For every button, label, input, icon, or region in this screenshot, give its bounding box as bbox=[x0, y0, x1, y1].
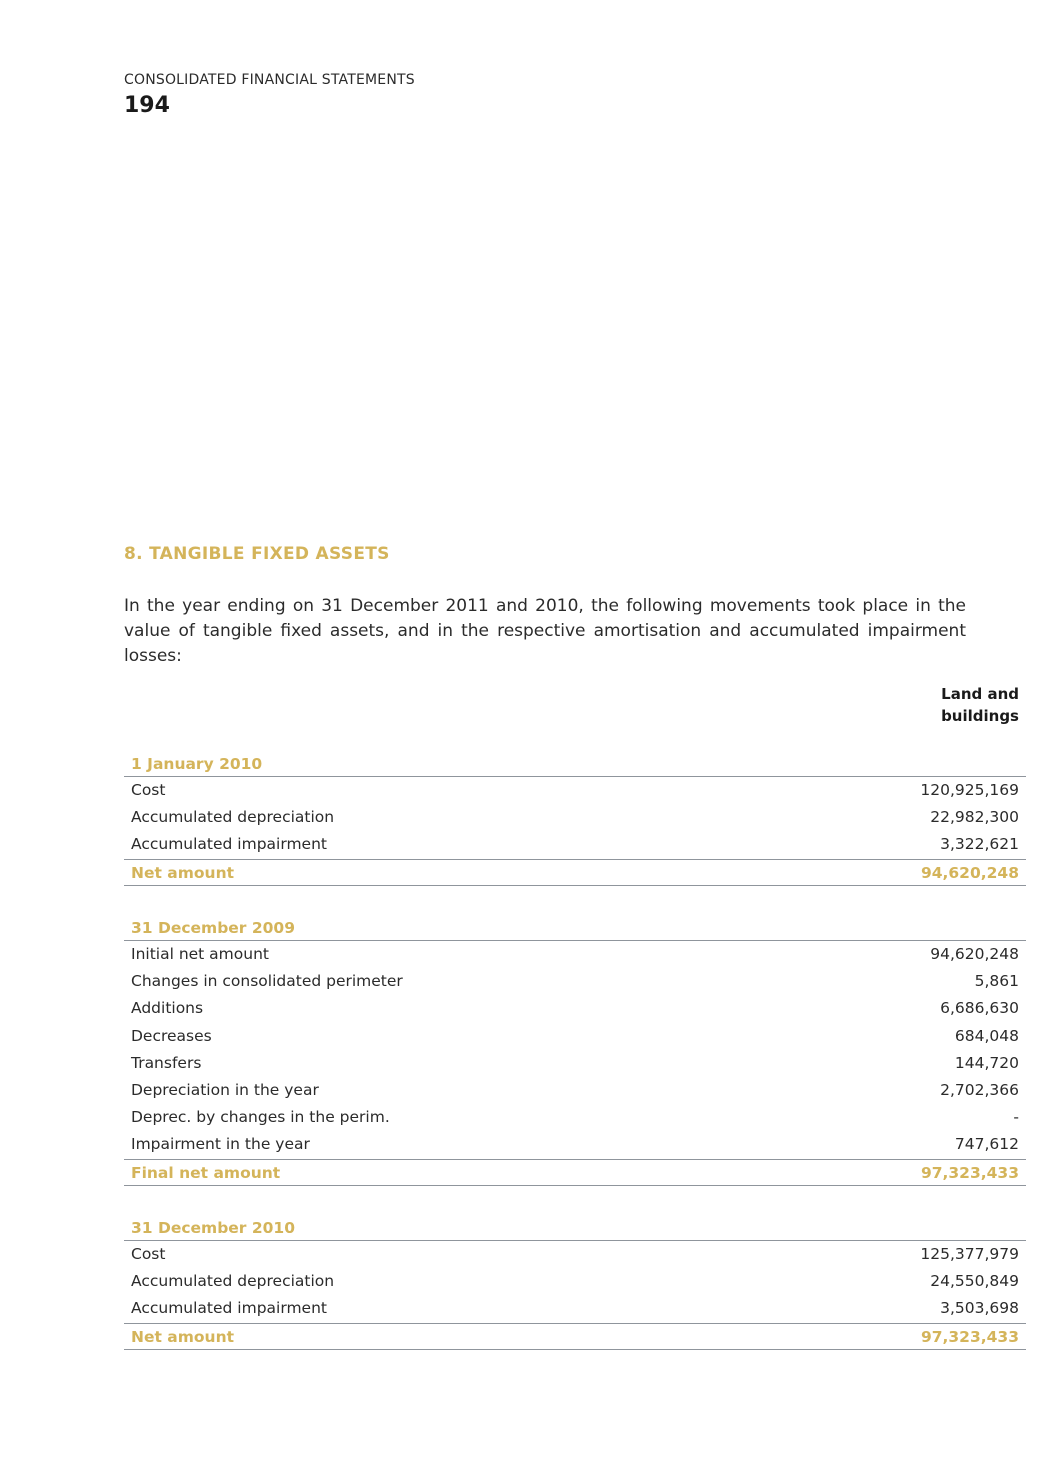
table-row bbox=[124, 777, 1026, 804]
row-value: 24,550,849 bbox=[930, 1272, 1019, 1291]
row-label: Accumulated depreciation bbox=[131, 1272, 335, 1291]
row-label: Decreases bbox=[131, 1026, 212, 1045]
block-title: 31 December 2009 bbox=[124, 915, 1026, 941]
block-title: 1 January 2010 bbox=[124, 751, 1026, 777]
table-row bbox=[124, 968, 1026, 995]
row-label: Transfers bbox=[131, 1053, 202, 1072]
column-header-line-1: Land and bbox=[941, 685, 1019, 703]
table-row bbox=[124, 1023, 1026, 1050]
row-label: Initial net amount bbox=[131, 945, 269, 963]
block-title: 31 December 2010 bbox=[124, 1215, 1026, 1241]
row-value: 22,982,300 bbox=[930, 808, 1019, 827]
row-label: Changes in consolidated perimeter bbox=[131, 972, 403, 991]
total-row bbox=[124, 859, 1026, 886]
row-label: Accumulated depreciation bbox=[131, 808, 335, 827]
intro-paragraph: In the year ending on 31 December 2011 and 2010, the following movements took place in the value of tangible fixed assets, and in the respective amortisation and accumulated impairment losses: bbox=[124, 596, 966, 666]
row-label: Deprec. by changes in the perim. bbox=[131, 1108, 390, 1127]
row-value: 120,925,169 bbox=[920, 781, 1019, 799]
table-row bbox=[124, 995, 1026, 1022]
row-value: 747,612 bbox=[954, 1135, 1019, 1154]
column-header-line-2: buildings bbox=[941, 707, 1019, 725]
table-row bbox=[124, 804, 1026, 831]
table-block-jan-2010 bbox=[124, 751, 1026, 886]
table-row bbox=[124, 1077, 1026, 1104]
column-header bbox=[941, 683, 1019, 727]
row-value: 144,720 bbox=[954, 1053, 1019, 1072]
total-label: Net amount bbox=[131, 863, 235, 882]
total-row bbox=[124, 1159, 1026, 1186]
row-value: 94,620,248 bbox=[930, 945, 1019, 963]
table-row bbox=[124, 1050, 1026, 1077]
table-row bbox=[124, 1295, 1026, 1322]
row-value: 3,503,698 bbox=[940, 1299, 1019, 1318]
row-label: Impairment in the year bbox=[131, 1135, 310, 1154]
table-block-dec-2009 bbox=[124, 915, 1026, 1186]
row-label: Additions bbox=[131, 999, 204, 1018]
row-value: 2,702,366 bbox=[940, 1080, 1019, 1099]
total-label: Final net amount bbox=[131, 1163, 281, 1182]
table-row bbox=[124, 1104, 1026, 1131]
running-head: CONSOLIDATED FINANCIAL STATEMENTS bbox=[124, 72, 415, 88]
total-value: 97,323,433 bbox=[920, 1163, 1019, 1182]
page-number: 194 bbox=[124, 93, 170, 118]
total-value: 94,620,248 bbox=[920, 863, 1019, 882]
row-label: Accumulated impairment bbox=[131, 1299, 327, 1318]
row-label: Cost bbox=[131, 781, 166, 799]
table-row bbox=[124, 941, 1026, 968]
table-row bbox=[124, 1131, 1026, 1158]
row-value: 6,686,630 bbox=[940, 999, 1019, 1018]
row-value: 3,322,621 bbox=[940, 835, 1019, 854]
row-value: - bbox=[1013, 1108, 1019, 1127]
row-label: Depreciation in the year bbox=[131, 1080, 319, 1099]
row-value: 684,048 bbox=[954, 1026, 1019, 1045]
total-row bbox=[124, 1323, 1026, 1350]
section-title: 8. TANGIBLE FIXED ASSETS bbox=[124, 544, 390, 564]
total-label: Net amount bbox=[131, 1327, 235, 1346]
table-row bbox=[124, 831, 1026, 858]
table-row bbox=[124, 1241, 1026, 1268]
row-label: Accumulated impairment bbox=[131, 835, 327, 854]
total-value: 97,323,433 bbox=[920, 1327, 1019, 1346]
table-row bbox=[124, 1268, 1026, 1295]
table-block-dec-2010 bbox=[124, 1215, 1026, 1350]
row-label: Cost bbox=[131, 1245, 166, 1263]
row-value: 5,861 bbox=[974, 972, 1019, 991]
row-value: 125,377,979 bbox=[920, 1245, 1019, 1263]
